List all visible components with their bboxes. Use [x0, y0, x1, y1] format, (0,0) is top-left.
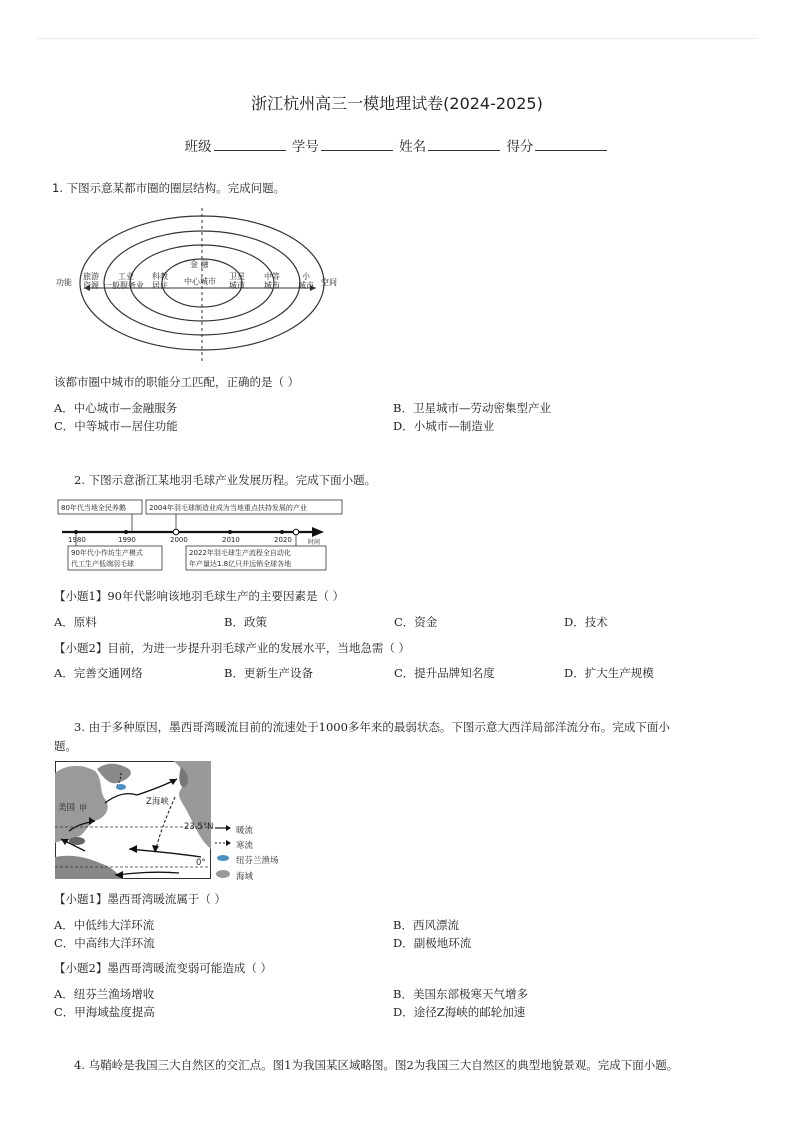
- q3-heading: [74, 719, 754, 735]
- label-lat-0: 0°: [196, 858, 206, 868]
- q3-sub2-option-d[interactable]: D．途径Z海峡的邮轮加速: [393, 1005, 526, 1019]
- finance-label: 金 融: [190, 260, 209, 269]
- score-blank[interactable]: [535, 138, 607, 151]
- id-blank[interactable]: [321, 138, 393, 151]
- q1-number: 1.: [52, 181, 63, 195]
- q3-number: 3.: [74, 720, 85, 734]
- label-sci-bottom: 居住: [152, 281, 168, 290]
- label-central-city: 中心城市: [184, 277, 216, 286]
- q2-sub1-option-a[interactable]: A．原料: [54, 615, 97, 629]
- q2-sub1-question: 【小题1】90年代影响该地羽毛球生产的主要因素是（ ）: [54, 589, 345, 603]
- q2-heading: [74, 472, 376, 488]
- label-small-bottom: 城市: [298, 281, 314, 290]
- name-blank[interactable]: [428, 138, 500, 151]
- label-sci-top: 科教: [152, 272, 168, 281]
- timeline-box-1990s-line1: 90年代小作坊生产模式: [71, 549, 143, 557]
- fishing-ground-marker: [116, 784, 126, 790]
- timeline-box-2004: 2004年羽毛球制造业成为当地重点扶持发展的产业: [149, 504, 307, 512]
- legend-cold-current: 寒流: [236, 841, 254, 851]
- q2-sub2-option-d[interactable]: D．扩大生产规模: [564, 666, 654, 680]
- timeline-box-1980s: 80年代当地全民养鹅: [61, 504, 126, 512]
- id-label: 学号: [291, 139, 319, 155]
- q3-sub1-option-a[interactable]: A．中低纬大洋环流: [54, 918, 155, 932]
- year-2010: 2010: [222, 536, 240, 544]
- top-divider: [36, 38, 758, 39]
- legend-fishing-ground: 纽芬兰渔场: [236, 856, 279, 866]
- label-medium-bottom: 城市: [264, 281, 280, 290]
- q3-sub1-option-b[interactable]: B．西风漂流: [393, 918, 459, 932]
- q3-sub1-option-c[interactable]: C．中高纬大洋环流: [54, 936, 155, 950]
- q2-timeline: [54, 496, 354, 576]
- sea-jia-label: 甲: [79, 804, 87, 813]
- timeline-box-1990s-line2: 代工生产低端羽毛球: [71, 560, 134, 568]
- q1-circle-diagram: [54, 206, 354, 366]
- label-tourism-bottom: 资源: [83, 281, 99, 290]
- label-lat-23-5: 23.5°N: [184, 822, 214, 832]
- q4-heading: [74, 1057, 764, 1073]
- year-2020: 2020: [274, 536, 292, 544]
- legend-warm-current: 暖流: [236, 826, 254, 836]
- label-z-strait: Z海峡: [146, 797, 169, 807]
- year-1980: 1980: [68, 536, 86, 544]
- q3-ocean-current-map: [55, 761, 211, 879]
- q2-sub1-option-c[interactable]: C．资金: [394, 615, 438, 629]
- q3-sub1-question: 【小题1】墨西哥湾暖流属于（ ）: [54, 892, 226, 906]
- year-1990: 1990: [118, 536, 136, 544]
- q2-sub2-option-a[interactable]: A．完善交通网络: [54, 666, 143, 680]
- page-title: 浙江杭州高三一模地理试卷(2024-2025): [251, 94, 543, 113]
- timeline-box-2022-line2: 年产量达1.8亿只并远销全球各地: [189, 560, 292, 568]
- q1-intro: 下图示意某都市圈的圈层结构。完成问题。: [66, 181, 286, 195]
- q2-intro: 下图示意浙江某地羽毛球产业发展历程。完成下面小题。: [88, 473, 377, 487]
- q3-intro-line2: 题。: [54, 739, 77, 753]
- label-satellite-bottom: 城市: [229, 281, 245, 290]
- class-blank[interactable]: [214, 138, 286, 151]
- q1-option-c[interactable]: C．中等城市—居住功能: [54, 419, 178, 433]
- q2-sub1-option-d[interactable]: D．技术: [564, 615, 608, 629]
- class-label: 班级: [184, 139, 212, 155]
- q3-legend-symbols: [214, 822, 232, 882]
- student-info-line: [0, 135, 794, 155]
- q3-sub2-option-b[interactable]: B．美国东部极寒天气增多: [393, 987, 528, 1001]
- q2-sub1-option-b[interactable]: B．政策: [224, 615, 267, 629]
- q4-number: 4.: [74, 1058, 85, 1072]
- year-2000: 2000: [170, 536, 188, 544]
- label-usa: 美国: [58, 803, 76, 813]
- label-medium-top: 中等: [264, 272, 280, 281]
- q1-option-b[interactable]: B．卫星城市—劳动密集型产业: [393, 401, 551, 415]
- q4-intro: 乌鞘岭是我国三大自然区的交汇点。图1为我国某区域略图。图2为我国三大自然区的典型地貌景观。完成下面小题。: [88, 1058, 679, 1072]
- q2-sub2-question: 【小题2】目前，为进一步提升羽毛球产业的发展水平，当地急需（ ）: [54, 641, 410, 655]
- q3-sub2-option-c[interactable]: C．甲海域盐度提高: [54, 1005, 155, 1019]
- q3-sub2-question: 【小题2】墨西哥湾暖流变弱可能造成（ ）: [54, 961, 272, 975]
- axis-function-label: 功能: [56, 278, 72, 287]
- q2-sub2-option-b[interactable]: B．更新生产设备: [224, 666, 313, 680]
- label-small-top: 小: [302, 272, 310, 281]
- q3-intro-line1: 由于多种原因，墨西哥湾暖流目前的流速处于1000多年来的最弱状态。下图示意大西洋局部洋流分布。完成下面小: [88, 720, 670, 734]
- label-industry-top: 工业: [118, 272, 134, 281]
- legend-sea-area: 海域: [236, 872, 254, 882]
- q1-option-d[interactable]: D．小城市—制造业: [393, 419, 495, 433]
- label-satellite-top: 卫星: [229, 272, 245, 281]
- timeline-box-2022-line1: 2022年羽毛球生产流程全自动化: [189, 549, 291, 557]
- q2-sub2-option-c[interactable]: C．提升品牌知名度: [394, 666, 495, 680]
- label-tourism-top: 旅游: [83, 272, 99, 281]
- q1-option-a[interactable]: A．中心城市—金融服务: [54, 401, 178, 415]
- q3-sub1-option-d[interactable]: D．副极地环流: [393, 936, 472, 950]
- q1-question: 该都市圈中城市的职能分工匹配，正确的是（ ）: [54, 375, 300, 389]
- axis-space-label: 空间: [321, 278, 337, 287]
- q3-sub2-option-a[interactable]: A．纽芬兰渔场增收: [54, 987, 155, 1001]
- q1-heading: [52, 180, 285, 196]
- name-label: 姓名: [399, 139, 427, 155]
- axis-time-label: 时间: [308, 539, 321, 546]
- q2-number: 2.: [74, 473, 85, 487]
- score-label: 得分: [506, 139, 534, 155]
- label-industry-bottom: 一般服务业: [104, 281, 144, 290]
